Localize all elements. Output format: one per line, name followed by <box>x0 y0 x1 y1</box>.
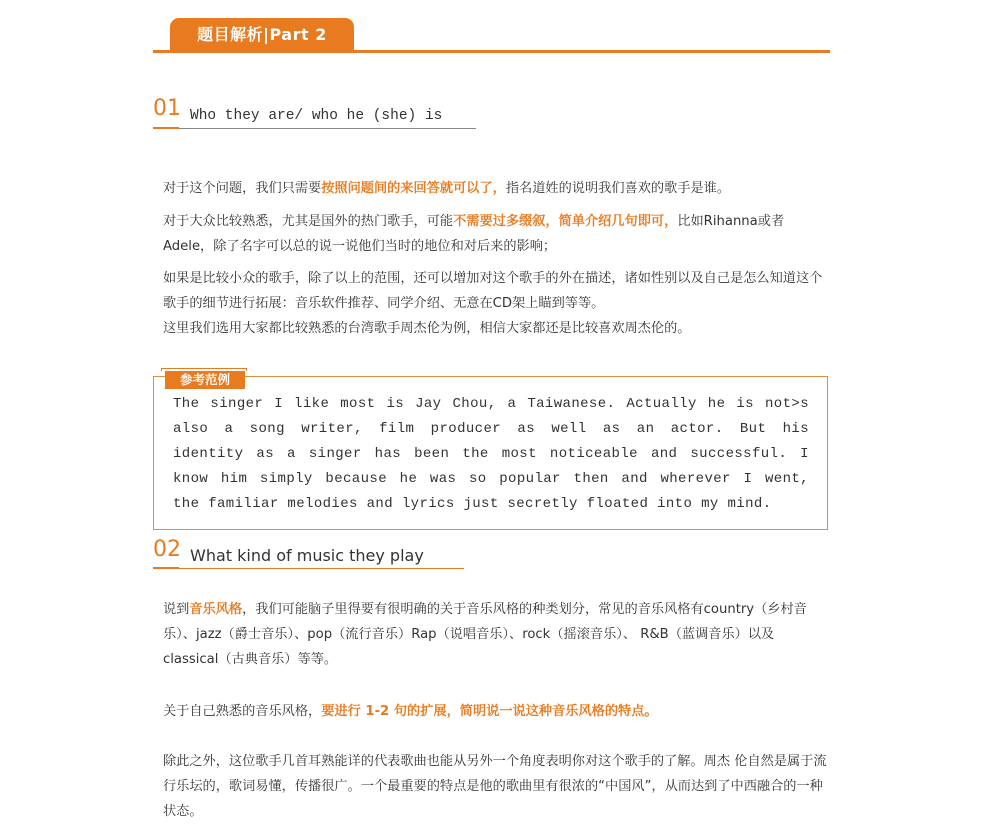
section-number: 01 <box>153 96 181 121</box>
example-line: the familiar melodies and lyrics just secretly floated into my mind. <box>173 496 772 512</box>
section-underline <box>153 567 179 569</box>
part-divider <box>153 50 830 53</box>
paragraph: 对于大众比较熟悉，尤其是国外的热门歌手，可能不需要过多缀叙，简单介绍几句即可，比如Rihanna或者 Adele，除了名字可以总的说一说他们当时的地位和对后来的影响； <box>163 214 785 254</box>
paragraph: 关于自己熟悉的音乐风格，要进行 1-2 句的扩展，简明说一说这种音乐风格的特点。 <box>163 704 658 719</box>
example-line: know him simply because he was so popular then and wherever I went, <box>173 471 809 487</box>
section-title: What kind of music they play <box>190 546 424 565</box>
example-line: also a song writer, film producer as well as an actor. But his <box>173 421 809 437</box>
section-underline <box>179 568 464 569</box>
section-underline <box>179 128 476 129</box>
example-text <box>173 392 809 517</box>
section-number: 02 <box>153 537 181 562</box>
example-line: The singer I like most is Jay Chou, a Taiwanese. Actually he is not>s <box>173 396 809 412</box>
part-title: 题目解析|Part 2 <box>170 18 354 52</box>
paragraph: 如果是比较小众的歌手，除了以上的范围，还可以增加对这个歌手的外在描述，诸如性别以及自己是怎么知道这个歌手的细节进行拓展：音乐软件推荐、同学介绍、无意在CD架上瞄到等等。 <box>163 271 823 311</box>
paragraph: 对于这个问题，我们只需要按照问题间的来回答就可以了，指名道姓的说明我们喜欢的歌手是谁。 <box>163 181 731 196</box>
section-underline <box>153 127 179 129</box>
paragraph: 说到音乐风格，我们可能脑子里得要有很明确的关于音乐风格的种类划分，常见的音乐风格有country（乡村音乐）、jazz（爵士音乐）、pop（流行音乐）Rap（说唱音乐）、rock（摇滚音乐）、 R&B（蓝调音乐）以及 classical（古典音乐）等等。 <box>163 602 807 667</box>
paragraph: 这里我们选用大家都比较熟悉的台湾歌手周杰伦为例，相信大家都还是比较喜欢周杰伦的。 <box>163 321 691 336</box>
example-line: identity as a singer has been the most noticeable and successful. I <box>173 446 809 462</box>
section-title: Who they are/ who he (she) is <box>190 108 443 124</box>
paragraph: 除此之外，这位歌手几首耳熟能详的代表歌曲也能从另外一个角度表明你对这个歌手的了解。周杰 伦自然是属于流行乐坛的，歌词易懂，传播很广。一个最重要的特点是他的歌曲里有很浓的“中国风”，从而达到了中西融合的一种状态。 <box>163 754 827 819</box>
example-tag: 参考范例 <box>165 371 245 389</box>
